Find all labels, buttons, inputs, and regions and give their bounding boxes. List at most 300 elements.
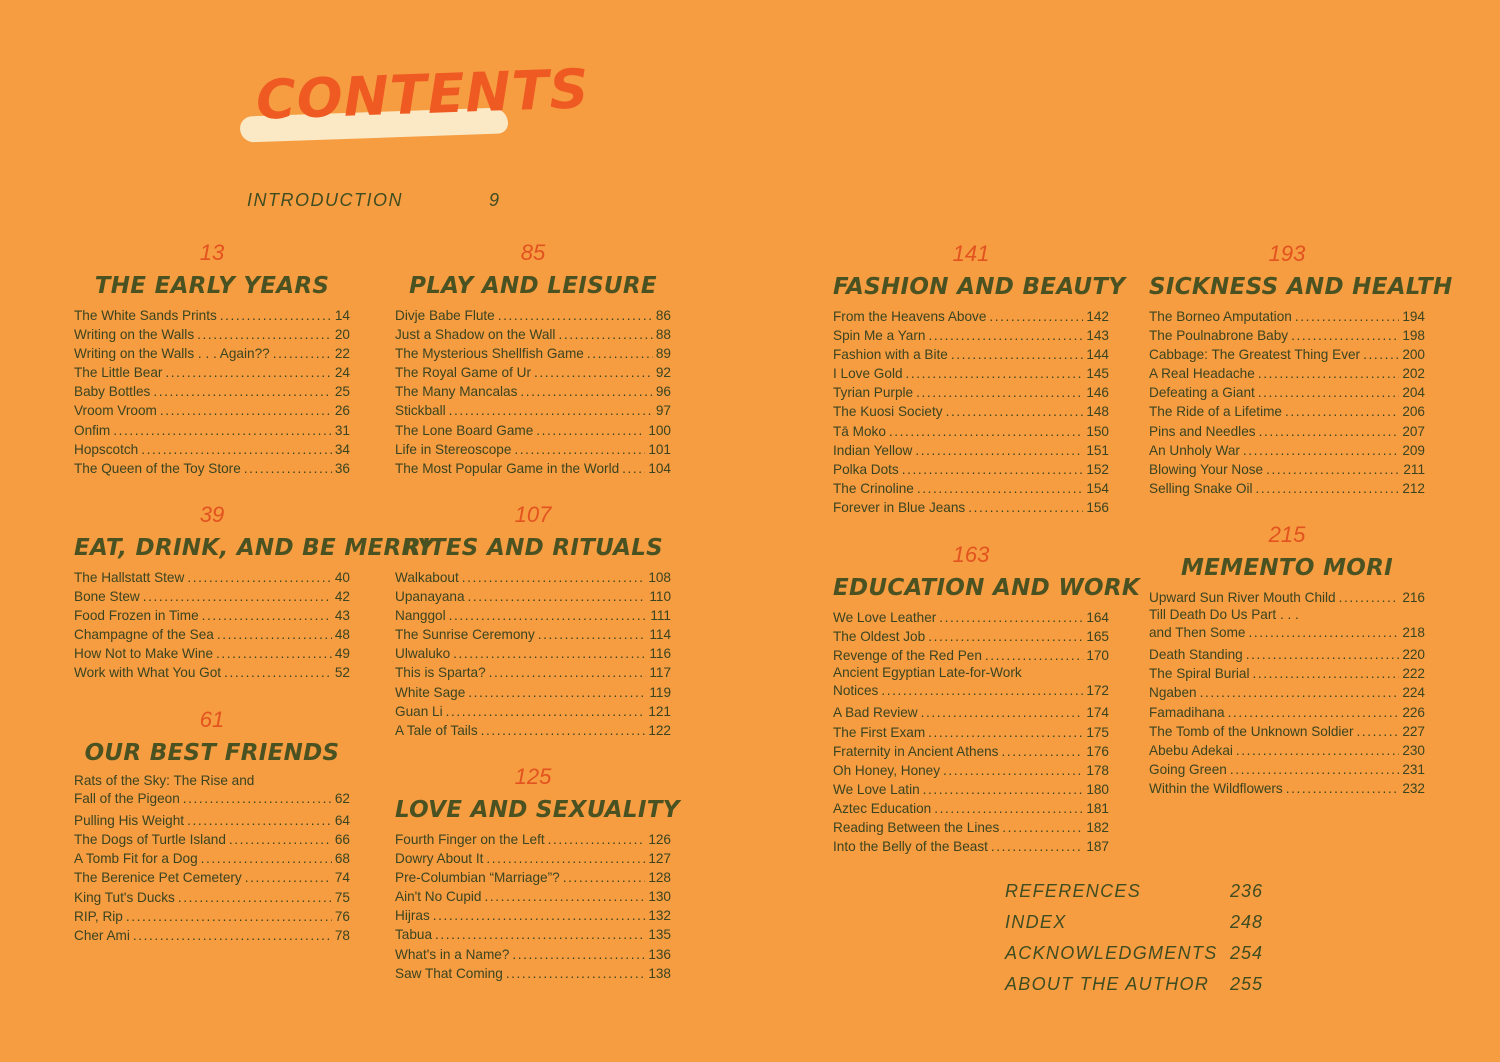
dot-leader <box>1357 722 1400 741</box>
toc-entry <box>1149 326 1425 345</box>
entry-title: Pre-Columbian “Marriage”? <box>395 870 560 886</box>
entry-list <box>395 306 671 478</box>
section-title: PLAY AND LEISURE <box>409 273 657 299</box>
toc-entry <box>395 587 671 606</box>
back-matter-page: 236 <box>1230 881 1264 901</box>
dot-leader <box>548 830 646 849</box>
entry-title: Polka Dots <box>833 461 899 477</box>
entry-page: 64 <box>334 813 350 829</box>
toc-entry <box>1149 703 1425 722</box>
entry-title: Writing on the Walls . . . Again?? <box>74 346 270 362</box>
entry-title: The Tomb of the Unknown Soldier <box>1149 723 1354 739</box>
toc-entry <box>833 498 1109 517</box>
entry-title: Indian Yellow <box>833 442 913 458</box>
toc-entry <box>395 887 671 906</box>
entry-page: 165 <box>1086 629 1109 645</box>
section-sickness-health <box>1149 241 1453 498</box>
entry-page: 119 <box>649 684 671 700</box>
toc-entry <box>395 568 671 587</box>
entry-page: 86 <box>655 308 671 323</box>
entry-page: 170 <box>1086 648 1109 664</box>
introduction-page: 9 <box>489 190 500 210</box>
dot-leader <box>989 307 1083 326</box>
toc-entry <box>74 568 350 587</box>
section-education-work <box>833 542 1141 856</box>
dot-leader <box>946 402 1084 421</box>
dot-leader <box>943 761 1083 780</box>
section-page-number: 107 <box>514 502 552 527</box>
entry-page: 202 <box>1402 366 1425 382</box>
entry-page: 26 <box>334 403 350 419</box>
dot-leader <box>622 459 645 478</box>
dot-leader <box>514 440 645 459</box>
toc-entry <box>74 625 350 644</box>
toc-entry <box>74 440 350 459</box>
dot-leader <box>906 364 1084 383</box>
entry-title: King Tut's Ducks <box>74 889 175 905</box>
back-matter-label: REFERENCES <box>1005 881 1142 901</box>
entry-title: Walkabout <box>395 570 459 585</box>
entry-page: 187 <box>1086 839 1109 855</box>
dot-leader <box>113 421 332 440</box>
entry-title: Bone Stew <box>74 589 140 605</box>
entry-title: Vroom Vroom <box>74 403 157 419</box>
entry-page: 36 <box>334 460 350 476</box>
entry-title: The Sunrise Ceremony <box>395 627 535 643</box>
entry-title: Death Standing <box>1149 647 1243 663</box>
entry-page: 22 <box>334 346 350 362</box>
dot-leader <box>917 479 1083 498</box>
dot-leader <box>951 345 1083 364</box>
dot-leader <box>1002 818 1083 837</box>
toc-entry <box>74 773 350 811</box>
dot-leader <box>563 868 646 887</box>
toc-entry <box>1149 588 1425 607</box>
toc-entry <box>395 644 671 663</box>
entry-title: Saw That Coming <box>395 965 503 981</box>
toc-entry <box>74 663 350 682</box>
section-page-number: 141 <box>952 241 990 266</box>
dot-leader <box>489 663 647 682</box>
toc-entry <box>74 325 350 344</box>
entry-title-line1: Rats of the Sky: The Rise and <box>74 773 255 788</box>
toc-entry <box>395 663 671 682</box>
toc-entry <box>74 401 350 420</box>
entry-page: 89 <box>655 346 671 362</box>
entry-page: 175 <box>1086 724 1109 740</box>
entry-title: Cher Ami <box>74 927 130 943</box>
entry-page: 127 <box>648 851 671 867</box>
dot-leader <box>133 926 332 945</box>
dot-leader <box>939 608 1083 627</box>
dot-leader <box>1236 741 1399 760</box>
entry-page: 42 <box>334 589 350 605</box>
toc-entry <box>74 644 350 663</box>
toc-entry <box>74 907 350 926</box>
section-title: FASHION AND BEAUTY <box>833 274 1126 300</box>
toc-entry <box>395 830 671 849</box>
dot-leader <box>449 401 653 420</box>
entry-page: 144 <box>1086 347 1109 363</box>
back-matter-page: 255 <box>1230 974 1264 994</box>
toc-entry <box>395 906 671 925</box>
dot-leader <box>245 868 332 887</box>
entry-page: 52 <box>334 665 350 681</box>
dot-leader <box>220 306 332 325</box>
toc-entry <box>1149 683 1425 702</box>
entry-page: 101 <box>648 441 671 457</box>
entry-row <box>74 789 350 808</box>
dot-leader <box>587 344 653 363</box>
section-early-years <box>74 240 350 478</box>
dot-leader <box>468 587 647 606</box>
dot-leader <box>201 849 332 868</box>
entry-row <box>1149 623 1425 642</box>
toc-entry <box>395 363 671 382</box>
entry-title: Fourth Finger on the Left <box>395 832 545 847</box>
dot-leader <box>183 789 332 808</box>
entry-page: 25 <box>334 384 350 400</box>
entry-title: Within the Wildflowers <box>1149 780 1283 796</box>
entry-title: Just a Shadow on the Wall <box>395 327 556 343</box>
entry-title: Selling Snake Oil <box>1149 480 1253 496</box>
entry-page: 227 <box>1402 723 1425 739</box>
toc-entry <box>74 868 350 887</box>
toc-entry <box>395 325 671 344</box>
dot-leader <box>536 421 645 440</box>
entry-page: 31 <box>334 422 350 438</box>
dot-leader <box>928 326 1083 345</box>
toc-entry <box>833 723 1109 742</box>
entry-page: 14 <box>334 308 350 323</box>
entry-page: 136 <box>648 946 671 962</box>
toc-entry <box>833 761 1109 780</box>
dot-leader <box>484 887 645 906</box>
entry-list <box>833 608 1109 856</box>
entry-list <box>1149 588 1425 798</box>
entry-title: Cabbage: The Greatest Thing Ever <box>1149 347 1361 363</box>
toc-entry <box>395 382 671 401</box>
back-matter-label: ABOUT THE AUTHOR <box>1005 974 1210 994</box>
dot-leader <box>985 646 1083 665</box>
toc-entry <box>1149 422 1425 441</box>
dot-leader <box>1001 742 1083 761</box>
section-play-leisure <box>395 240 671 478</box>
toc-entry <box>1149 402 1425 421</box>
entry-page: 66 <box>334 832 350 848</box>
entry-page: 68 <box>334 851 350 867</box>
toc-entry <box>1149 441 1425 460</box>
entry-title: How Not to Make Wine <box>74 646 214 662</box>
dot-leader <box>446 702 646 721</box>
entry-page: 178 <box>1086 762 1109 778</box>
toc-entry <box>833 799 1109 818</box>
entry-page: 74 <box>334 870 350 886</box>
toc-entry <box>833 402 1109 421</box>
entry-page: 154 <box>1086 480 1109 496</box>
dot-leader <box>468 683 646 702</box>
entry-list <box>74 773 350 945</box>
dot-leader <box>486 849 645 868</box>
toc-entry <box>74 606 350 625</box>
entry-page: 62 <box>334 791 350 806</box>
toc-entry <box>74 459 350 478</box>
toc-entry <box>1149 607 1425 645</box>
section-page-number: 13 <box>199 240 225 265</box>
dot-leader <box>1258 364 1400 383</box>
entry-title: Ulwaluko <box>395 646 451 662</box>
toc-entry <box>833 479 1109 498</box>
dot-leader <box>273 344 332 363</box>
contents-heading <box>238 57 591 146</box>
dot-leader <box>1259 422 1400 441</box>
section-page-number: 125 <box>514 764 552 789</box>
entry-page: 145 <box>1086 366 1109 382</box>
entry-title: Fashion with a Bite <box>833 347 948 363</box>
toc-entry <box>833 364 1109 383</box>
dot-leader <box>187 811 332 830</box>
entry-page: 34 <box>334 441 350 457</box>
toc-entry <box>1149 779 1425 798</box>
dot-leader <box>506 964 646 983</box>
dot-leader <box>902 460 1084 479</box>
dot-leader <box>923 780 1084 799</box>
entry-title: White Sage <box>395 684 466 700</box>
dot-leader <box>197 325 332 344</box>
entry-title: Defeating a Giant <box>1149 385 1255 401</box>
entry-page: 117 <box>649 665 671 681</box>
introduction-label: INTRODUCTION <box>247 190 403 210</box>
entry-title: From the Heavens Above <box>833 309 987 324</box>
entry-title: The Borneo Amputation <box>1149 309 1292 324</box>
entry-page: 174 <box>1086 705 1109 721</box>
entry-title: The Ride of a Lifetime <box>1149 404 1282 420</box>
section-page-number: 193 <box>1268 241 1306 266</box>
entry-row <box>833 681 1109 700</box>
toc-entry <box>74 888 350 907</box>
entry-page: 194 <box>1402 309 1425 324</box>
entry-title: We Love Leather <box>833 610 937 625</box>
entry-page: 126 <box>648 832 671 847</box>
entry-title: Champagne of the Sea <box>74 627 214 643</box>
dot-leader <box>126 907 332 926</box>
entry-page: 104 <box>648 460 671 476</box>
toc-entry <box>1149 345 1425 364</box>
dot-leader <box>498 306 653 325</box>
dot-leader <box>928 627 1083 646</box>
section-best-friends <box>74 707 350 945</box>
dot-leader <box>512 945 645 964</box>
dot-leader <box>217 625 332 644</box>
entry-title: Ngaben <box>1149 685 1197 701</box>
dot-leader <box>1248 623 1399 642</box>
section-page-number: 215 <box>1268 522 1306 547</box>
toc-entry <box>395 683 671 702</box>
entry-page: 24 <box>334 365 350 381</box>
entry-title: Baby Bottles <box>74 384 151 400</box>
back-matter-references <box>1005 881 1265 912</box>
toc-entry <box>833 383 1109 402</box>
entry-title: Revenge of the Red Pen <box>833 648 982 664</box>
entry-title: The Most Popular Game in the World <box>395 460 620 476</box>
toc-entry <box>833 422 1109 441</box>
entry-page: 132 <box>648 908 671 924</box>
toc-entry <box>74 830 350 849</box>
entry-title: Tabua <box>395 927 433 943</box>
dot-leader <box>991 837 1083 856</box>
dot-leader <box>1258 383 1400 402</box>
page-title: CONTENTS <box>254 57 591 132</box>
entry-page: 78 <box>334 927 350 943</box>
entry-page: 206 <box>1402 404 1425 420</box>
entry-page: 172 <box>1086 683 1109 699</box>
entry-page: 176 <box>1086 743 1109 759</box>
dot-leader <box>143 587 332 606</box>
dot-leader <box>160 401 332 420</box>
entry-page: 181 <box>1086 800 1109 816</box>
entry-page: 138 <box>648 965 671 981</box>
entry-page: 231 <box>1402 761 1425 777</box>
entry-title: Work with What You Got <box>74 665 222 681</box>
section-title: SICKNESS AND HEALTH <box>1149 274 1453 300</box>
entry-title-line1: Till Death Do Us Part . . . <box>1149 607 1299 623</box>
toc-entry <box>833 780 1109 799</box>
entry-title: Into the Belly of the Beast <box>833 839 988 855</box>
entry-page: 114 <box>649 627 671 643</box>
entry-page: 88 <box>655 327 671 343</box>
entry-page: 92 <box>655 365 671 381</box>
dot-leader <box>1256 479 1400 498</box>
entry-title: Famadihana <box>1149 704 1225 720</box>
entry-title: What's in a Name? <box>395 946 510 962</box>
toc-entry <box>1149 364 1425 383</box>
back-matter-page: 254 <box>1230 943 1264 963</box>
dot-leader <box>1285 402 1399 421</box>
entry-title: A Bad Review <box>833 705 918 721</box>
toc-entry <box>395 964 671 983</box>
dot-leader <box>534 363 653 382</box>
toc-entry <box>395 306 671 325</box>
entry-page: 200 <box>1402 347 1425 363</box>
dot-leader <box>558 325 652 344</box>
toc-entry <box>74 344 350 363</box>
entry-title: The First Exam <box>833 724 926 740</box>
toc-entry <box>833 441 1109 460</box>
dot-leader <box>187 568 332 587</box>
dot-leader <box>216 644 332 663</box>
entry-page: 216 <box>1402 590 1425 605</box>
dot-leader <box>921 703 1084 722</box>
dot-leader <box>229 830 332 849</box>
toc-entry <box>74 421 350 440</box>
entry-page: 207 <box>1402 423 1425 439</box>
dot-leader <box>449 606 648 625</box>
entry-page: 96 <box>655 384 671 400</box>
toc-entry <box>395 625 671 644</box>
dot-leader <box>153 382 332 401</box>
section-memento-mori <box>1149 522 1425 798</box>
entry-title: Abebu Adekai <box>1149 742 1233 758</box>
section-title: OUR BEST FRIENDS <box>84 740 340 766</box>
entry-page: 232 <box>1402 780 1425 796</box>
entry-title: Onfim <box>74 422 111 438</box>
entry-page: 226 <box>1402 704 1425 720</box>
entry-page: 164 <box>1086 610 1109 625</box>
toc-entry <box>395 401 671 420</box>
entry-page: 152 <box>1086 461 1109 477</box>
toc-entry <box>395 702 671 721</box>
toc-entry <box>395 459 671 478</box>
entry-page: 121 <box>648 703 671 719</box>
entry-page: 49 <box>334 646 350 662</box>
entry-title: I Love Gold <box>833 366 903 382</box>
entry-page: 143 <box>1086 328 1109 344</box>
entry-page: 20 <box>334 327 350 343</box>
entry-list <box>74 306 350 478</box>
entry-title: This is Sparta? <box>395 665 486 681</box>
entry-title: Writing on the Walls <box>74 327 195 343</box>
toc-entry <box>833 627 1109 646</box>
entry-page: 218 <box>1402 625 1425 641</box>
toc-entry <box>833 608 1109 627</box>
entry-page: 43 <box>334 608 350 624</box>
entry-title: Tā Moko <box>833 423 886 439</box>
entry-title: The Queen of the Toy Store <box>74 460 241 476</box>
entry-page: 204 <box>1402 385 1425 401</box>
toc-entry <box>1149 645 1425 664</box>
entry-title: The Dogs of Turtle Island <box>74 832 226 848</box>
entry-title: Pins and Needles <box>1149 423 1256 439</box>
entry-title: A Tale of Tails <box>395 722 478 738</box>
toc-entry <box>74 926 350 945</box>
dot-leader <box>1246 645 1400 664</box>
entry-title: Hijras <box>395 908 430 924</box>
entry-title: Reading Between the Lines <box>833 820 1000 836</box>
toc-entry <box>74 811 350 830</box>
entry-page: 211 <box>1403 461 1425 477</box>
entry-page: 148 <box>1086 404 1109 420</box>
entry-title: Fraternity in Ancient Athens <box>833 743 999 759</box>
dot-leader <box>968 498 1083 517</box>
entry-page: 198 <box>1402 328 1425 344</box>
toc-entry <box>74 306 350 325</box>
entry-page: 156 <box>1086 499 1109 515</box>
entry-page: 110 <box>649 589 671 605</box>
entry-title: The White Sands Prints <box>74 308 217 323</box>
section-title: EAT, DRINK, AND BE MERRY <box>74 535 435 561</box>
dot-leader <box>916 383 1083 402</box>
dot-leader <box>538 625 647 644</box>
entry-page: 75 <box>334 889 350 905</box>
entry-title: The Kuosi Society <box>833 404 943 420</box>
entry-title: An Unholy War <box>1149 442 1240 458</box>
entry-title: Upanayana <box>395 589 465 605</box>
dot-leader <box>928 723 1083 742</box>
entry-title: Hopscotch <box>74 441 139 457</box>
dot-leader <box>202 606 332 625</box>
toc-entry <box>395 945 671 964</box>
entry-page: 151 <box>1086 442 1109 458</box>
toc-entry <box>833 818 1109 837</box>
toc-entry <box>1149 479 1425 498</box>
entry-title: The Crinoline <box>833 480 914 496</box>
entry-title: Guan Li <box>395 703 443 719</box>
dot-leader <box>934 799 1083 818</box>
toc-entry <box>833 703 1109 722</box>
entry-list <box>395 568 671 740</box>
entry-title: Fall of the Pigeon <box>74 791 180 806</box>
toc-entry <box>1149 460 1425 479</box>
